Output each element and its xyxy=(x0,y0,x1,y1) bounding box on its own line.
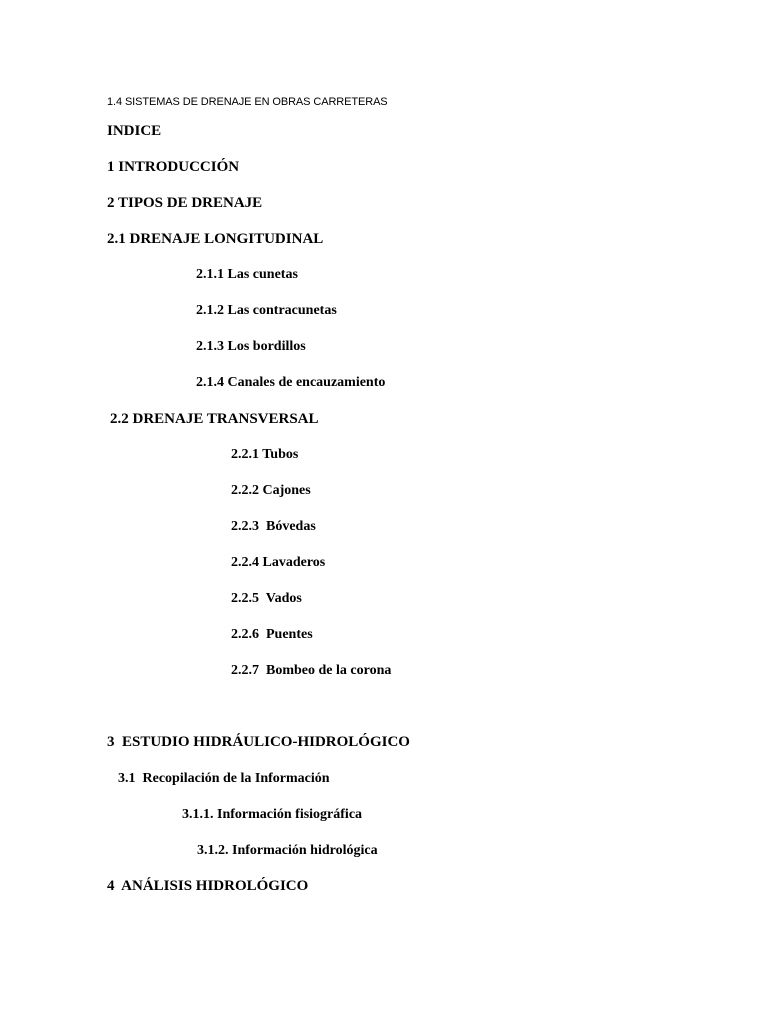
index-title: INDICE xyxy=(107,123,162,139)
toc-entry-3-1-1: 3.1.1. Información fisiográfica xyxy=(182,807,363,822)
toc-entry-2-2-4: 2.2.4 Lavaderos xyxy=(231,555,326,570)
toc-entry-2-2-5: 2.2.5 Vados xyxy=(231,591,302,606)
toc-entry-2-2-1: 2.2.1 Tubos xyxy=(231,447,299,462)
toc-entry-2: 2 TIPOS DE DRENAJE xyxy=(107,195,263,211)
toc-entry-3-1-2: 3.1.2. Información hidrológica xyxy=(197,843,378,858)
toc-entry-2-1-4: 2.1.4 Canales de encauzamiento xyxy=(196,375,386,390)
toc-entry-2-2-2: 2.2.2 Cajones xyxy=(231,483,311,498)
toc-entry-2-2: 2.2 DRENAJE TRANSVERSAL xyxy=(110,411,319,427)
toc-entry-3: 3 ESTUDIO HIDRÁULICO-HIDROLÓGICO xyxy=(107,734,410,750)
toc-entry-2-1-2: 2.1.2 Las contracunetas xyxy=(196,303,337,318)
toc-entry-2-1: 2.1 DRENAJE LONGITUDINAL xyxy=(107,231,324,247)
toc-entry-2-2-7: 2.2.7 Bombeo de la corona xyxy=(231,663,392,678)
toc-entry-4: 4 ANÁLISIS HIDROLÓGICO xyxy=(107,878,309,894)
toc-entry-3-1: 3.1 Recopilación de la Información xyxy=(118,771,330,786)
toc-entry-2-2-6: 2.2.6 Puentes xyxy=(231,627,313,642)
toc-entry-2-2-3: 2.2.3 Bóvedas xyxy=(231,519,316,534)
document-header: 1.4 SISTEMAS DE DRENAJE EN OBRAS CARRETERAS xyxy=(107,96,388,108)
toc-entry-2-1-1: 2.1.1 Las cunetas xyxy=(196,267,298,282)
toc-entry-1: 1 INTRODUCCIÓN xyxy=(107,159,240,175)
toc-entry-2-1-3: 2.1.3 Los bordillos xyxy=(196,339,306,354)
